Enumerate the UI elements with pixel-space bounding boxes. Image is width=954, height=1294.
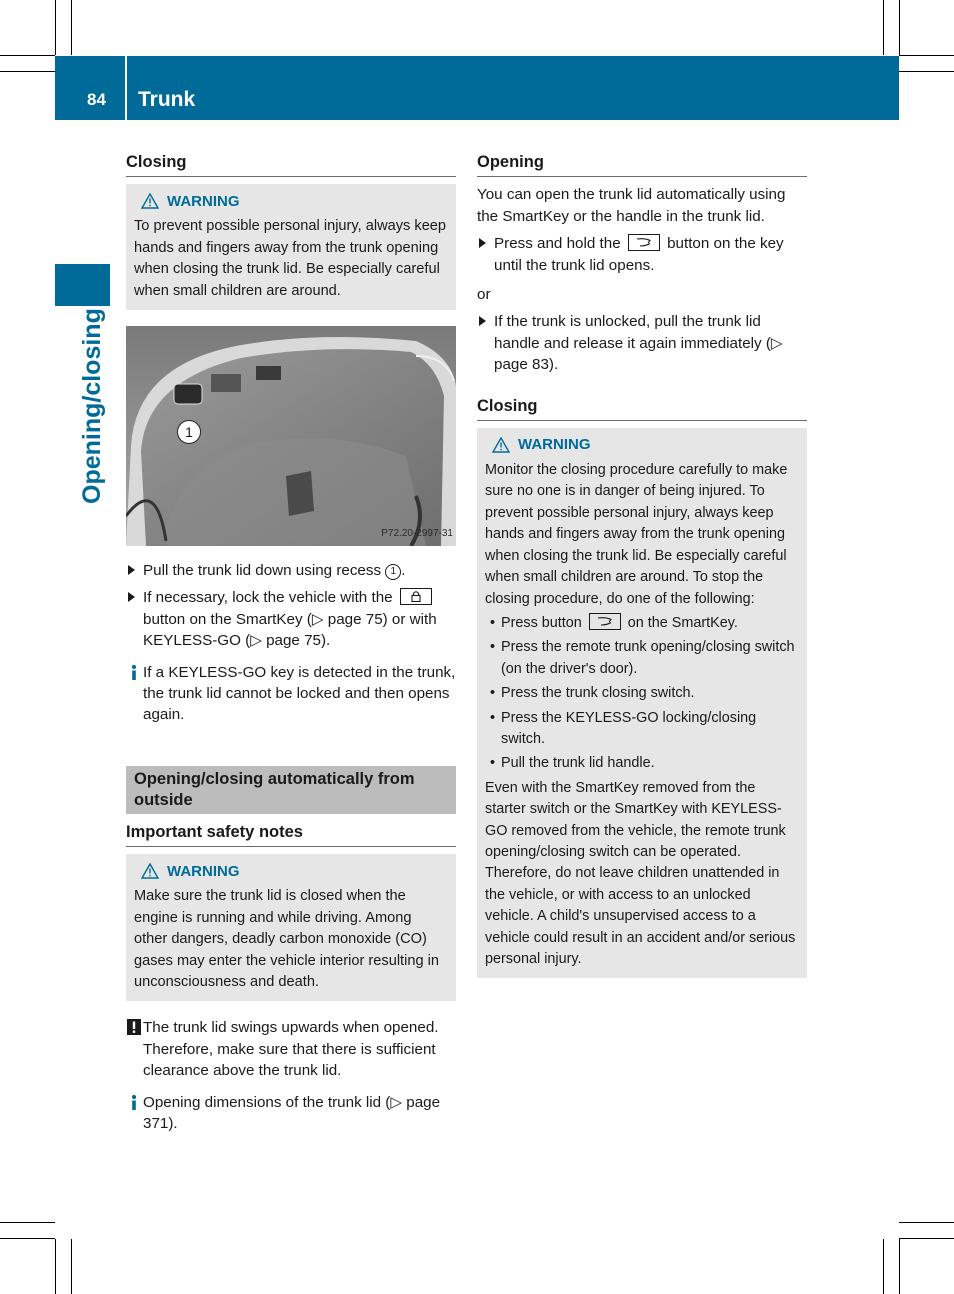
warning-header <box>134 860 448 882</box>
bullet-item: • Press the trunk closing switch. <box>485 683 799 704</box>
step-text: Press and hold the <box>494 235 625 253</box>
lock-key-icon <box>400 588 432 605</box>
callout-ref: 1 <box>385 564 401 580</box>
info-note <box>126 662 456 726</box>
warning-label: WARNING <box>518 436 591 454</box>
warning-intro: Monitor the closing procedure carefully to make sure no one is in danger of being injured. To prevent possible personal injury, always keep hands and fingers away from the trunk opening when closing the trunk lid. Be especially careful when small children are around. To stop the closing procedure, do one of the following: <box>485 462 788 607</box>
step-text: Pull the trunk lid down using recess <box>143 562 386 580</box>
crop-mark <box>883 1239 884 1294</box>
crop-mark <box>899 0 900 55</box>
crop-mark <box>883 0 884 55</box>
warning-box <box>477 428 807 978</box>
page-header <box>55 56 899 120</box>
caution-note <box>126 1017 456 1081</box>
crop-mark <box>899 1222 954 1223</box>
section-bar-heading: Opening/closing automatically from outside <box>126 766 456 814</box>
warning-box <box>126 184 456 310</box>
left-column <box>126 152 456 1142</box>
step-lock-vehicle <box>126 587 456 651</box>
step-pull-lid <box>126 560 456 581</box>
page-title: Trunk <box>138 88 196 111</box>
info-icon <box>126 664 142 687</box>
crop-mark <box>899 1238 954 1239</box>
warning-triangle-icon <box>492 437 510 453</box>
crop-mark <box>899 1239 900 1294</box>
warning-text: Make sure the trunk lid is closed when the engine is running and while driving. Among other dangers, deadly carbon monoxide (CO) gases may enter the vehicle interior resulting in unconsciousness and death. <box>134 888 440 990</box>
crop-mark <box>55 0 56 55</box>
warning-label: WARNING <box>167 862 240 880</box>
or-separator: or <box>477 286 491 304</box>
step-pull-handle: If the trunk is unlocked, pull the trunk lid handle and release it again immediately (▷ page 83). <box>477 311 807 375</box>
step-text-end: . <box>401 562 406 580</box>
info-text: Opening dimensions of the trunk lid (▷ page 371). <box>143 1093 441 1132</box>
trunk-lid-figure <box>126 326 456 546</box>
bullet-text: Press button <box>501 614 586 631</box>
step-press-key <box>477 233 807 276</box>
figure-callout-1: 1 <box>177 420 201 444</box>
info-icon <box>126 1094 142 1117</box>
info-note <box>126 1092 456 1135</box>
crop-mark <box>0 71 55 72</box>
crop-mark <box>71 1239 72 1294</box>
warning-header <box>485 434 799 456</box>
closing-heading: Closing <box>126 152 456 177</box>
warning-text: To prevent possible personal injury, always keep hands and fingers away from the trunk opening when closing the trunk lid. Be especially careful when small children are around. <box>134 218 447 299</box>
step-text-end: button on the SmartKey (▷ page 75) or with KEYLESS-GO (▷ page 75). <box>143 610 437 650</box>
side-section-label: Opening/closing <box>78 308 106 504</box>
safety-notes-heading: Important safety notes <box>126 822 456 847</box>
bullet-item: • Press the KEYLESS-GO locking/closing switch. <box>485 708 799 751</box>
bullet-item <box>485 613 799 634</box>
bullet-item: • Press the remote trunk opening/closing switch (on the driver's door). <box>485 637 799 680</box>
header-divider <box>125 56 127 120</box>
warning-triangle-icon <box>141 193 159 209</box>
crop-mark <box>899 71 954 72</box>
opening-intro: You can open the trunk lid automatically using the SmartKey or the handle in the trunk lid. <box>477 186 786 225</box>
crop-mark <box>55 1239 56 1294</box>
info-text: If a KEYLESS-GO key is detected in the trunk, the trunk lid cannot be locked and then opens again. <box>143 663 456 724</box>
crop-mark <box>71 0 72 55</box>
crop-mark <box>0 1238 55 1239</box>
warning-triangle-icon <box>141 863 159 879</box>
opening-heading: Opening <box>477 152 807 177</box>
crop-mark <box>0 55 55 56</box>
closing-heading: Closing <box>477 396 807 421</box>
exclamation-icon <box>126 1019 142 1042</box>
side-tab-marker <box>55 264 110 306</box>
warning-box <box>126 854 456 1001</box>
right-column <box>477 152 807 994</box>
warning-label: WARNING <box>167 192 240 210</box>
bullet-text-end: on the SmartKey. <box>623 614 738 631</box>
crop-mark <box>899 55 954 56</box>
caution-text: The trunk lid swings upwards when opened. Therefore, make sure that there is sufficient clearance above the trunk lid. <box>143 1019 439 1080</box>
page-number: 84 <box>87 90 106 109</box>
trunk-key-icon <box>628 234 660 251</box>
warning-outro: Even with the SmartKey removed from the starter switch or the SmartKey with KEYLESS-GO removed from the vehicle, the remote trunk opening/closing switch can be operated. Therefore, do not leave children unattended in the vehicle, or with access to an unlocked vehicle. A child's unsupervised access to a vehicle could result in an accident and/or serious personal injury. <box>485 779 796 967</box>
trunk-key-icon <box>589 613 621 630</box>
warning-header <box>134 190 448 212</box>
bullet-item: • Pull the trunk lid handle. <box>485 753 799 774</box>
crop-mark <box>0 1222 55 1223</box>
step-text-end: button on the key until the trunk lid opens. <box>494 235 784 274</box>
step-text: If necessary, lock the vehicle with the <box>143 589 397 607</box>
figure-code: P72.20-2997-31 <box>381 527 453 539</box>
